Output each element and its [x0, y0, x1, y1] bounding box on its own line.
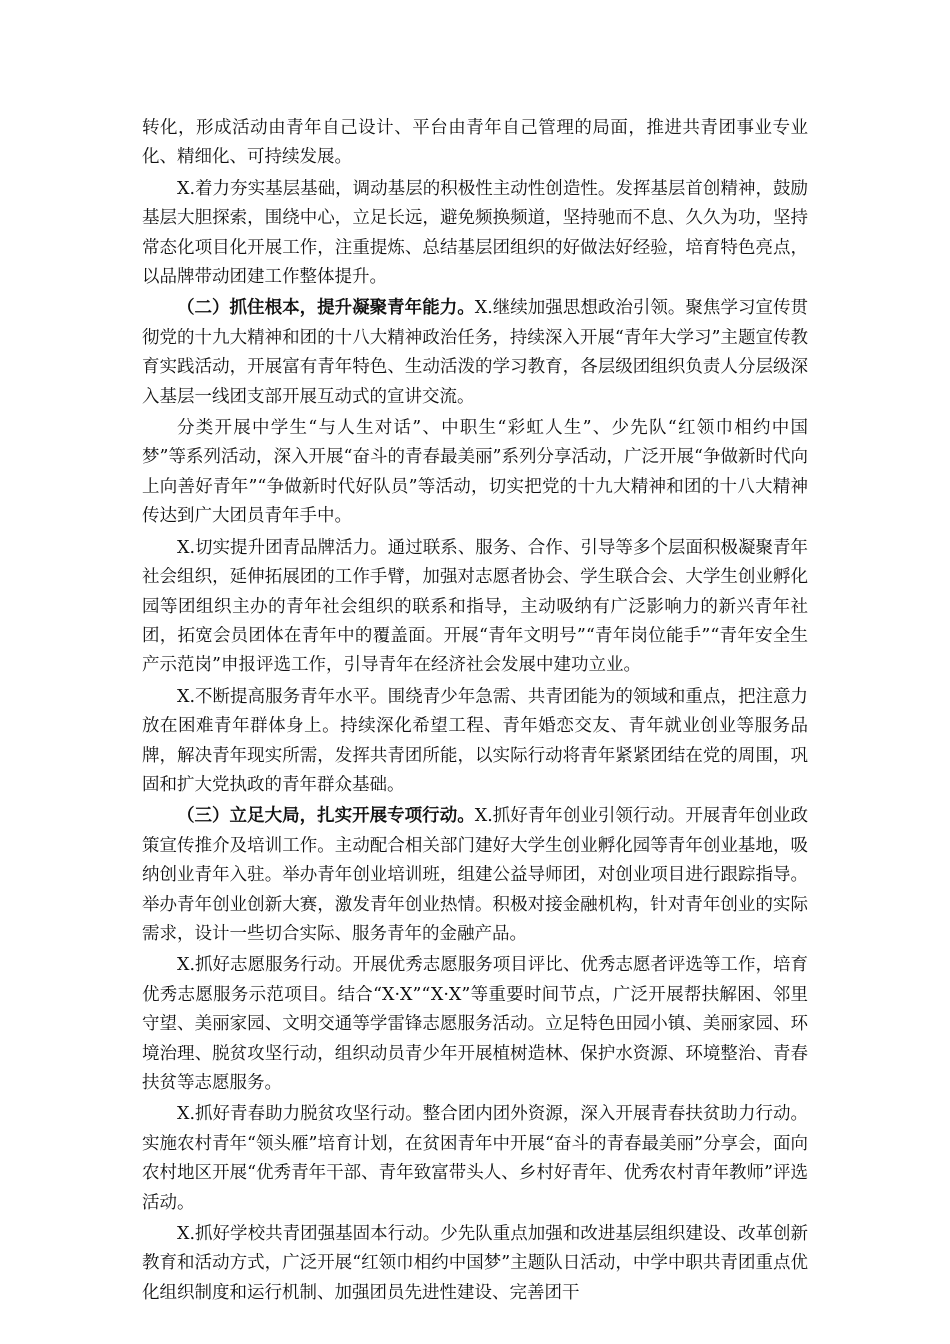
paragraph-3-text: X.继续加强思想政治引领。聚焦学习宣传贯彻党的十九大精神和团的十八大精神政治任务，持续深入开展“青年大学习”主题宣传教育实践活动，开展富有青年特色、生动活泼的学习教育，各层级团组织负责人分层级深入基层一线团支部开展互动式的宣讲交流。	[142, 298, 808, 407]
paragraph-10	[142, 1220, 808, 1308]
paragraph-7-text: X.抓好青年创业引领行动。开展青年创业政策宣传推介及培训工作。主动配合相关部门建好大学生创业孵化园等青年创业基地，吸纳创业青年入驻。举办青年创业培训班，组建公益导师团，对创业项目进行跟踪指导。举办青年创业创新大赛，激发青年创业热情。积极对接金融机构，针对青年创业的实际需求，设计一些切合实际、服务青年的金融产品。	[142, 806, 808, 944]
document-page	[142, 114, 808, 1310]
section-heading-2: （二）抓住根本，提升凝聚青年能力。	[177, 298, 475, 319]
paragraph-1-text: 转化，形成活动由青年自己设计、平台由青年自己管理的局面，推进共青团事业专业化、精细化、可持续发展。	[142, 118, 808, 168]
paragraph-8-text: X.抓好志愿服务行动。开展优秀志愿服务项目评比、优秀志愿者评选等工作，培育优秀志愿服务示范项目。结合“X·X”“X·X”等重要时间节点，广泛开展帮扶解困、邻里守望、美丽家园、文明交通等学雷锋志愿服务活动。立足特色田园小镇、美丽家园、环境治理、脱贫攻坚行动，组织动员青少年开展植树造林、保护水资源、环境整治、青春扶贫等志愿服务。	[142, 955, 808, 1093]
paragraph-9	[142, 1100, 808, 1218]
paragraph-6	[142, 683, 808, 801]
paragraph-5-text: X.切实提升团青品牌活力。通过联系、服务、合作、引导等多个层面积极凝聚青年社会组织，延伸拓展团的工作手臂，加强对志愿者协会、学生联合会、大学生创业孵化园等团组织主办的青年社会组织的联系和指导，主动吸纳有广泛影响力的新兴青年社团，拓宽会员团体在青年中的覆盖面。开展“青年文明号”“青年岗位能手”“青年安全生产示范岗”申报评选工作，引导青年在经济社会发展中建功立业。	[142, 537, 808, 676]
paragraph-6-text: X.不断提高服务青年水平。围绕青少年急需、共青团能为的领域和重点，把注意力放在困难青年群体身上。持续深化希望工程、青年婚恋交友、青年就业创业等服务品牌，解决青年现实所需，发挥共青团所能，以实际行动将青年紧紧团结在党的周围，巩固和扩大党执政的青年群众基础。	[142, 686, 808, 795]
paragraph-8	[142, 951, 808, 1098]
paragraph-3	[142, 294, 808, 412]
section-heading-3: （三）立足大局，扎实开展专项行动。	[177, 806, 475, 827]
paragraph-5	[142, 534, 808, 681]
paragraph-4-text: 分类开展中学生“与人生对话”、中职生“彩虹人生”、少先队“红领巾相约中国梦”等系列活动，深入开展“奋斗的青春最美丽”系列分享活动，广泛开展“争做新时代向上向善好青年”“争做新时代好队员”等活动，切实把党的十九大精神和团的十八大精神传达到广大团员青年手中。	[142, 418, 808, 527]
paragraph-7	[142, 802, 808, 949]
paragraph-1	[142, 114, 808, 173]
paragraph-2-text: X.着力夯实基层基础，调动基层的积极性主动性创造性。发挥基层首创精神，鼓励基层大胆探索，围绕中心，立足长远，避免频换频道，坚持驰而不息、久久为功，坚持常态化项目化开展工作，注重提炼、总结基层团组织的好做法好经验，培育特色亮点，以品牌带动团建工作整体提升。	[142, 178, 808, 288]
paragraph-2	[142, 175, 808, 293]
paragraph-4	[142, 414, 808, 532]
paragraph-9-text: X.抓好青春助力脱贫攻坚行动。整合团内团外资源，深入开展青春扶贫助力行动。实施农村青年“领头雁”培育计划，在贫困青年中开展“奋斗的青春最美丽”分享会，面向农村地区开展“优秀青年干部、青年致富带头人、乡村好青年、优秀农村青年教师”评选活动。	[142, 1104, 808, 1213]
paragraph-10-text: X.抓好学校共青团强基固本行动。少先队重点加强和改进基层组织建设、改革创新教育和活动方式，广泛开展“红领巾相约中国梦”主题队日活动，中学中职共青团重点优化组织制度和运行机制、加强团员先进性建设、完善团干	[142, 1224, 808, 1303]
